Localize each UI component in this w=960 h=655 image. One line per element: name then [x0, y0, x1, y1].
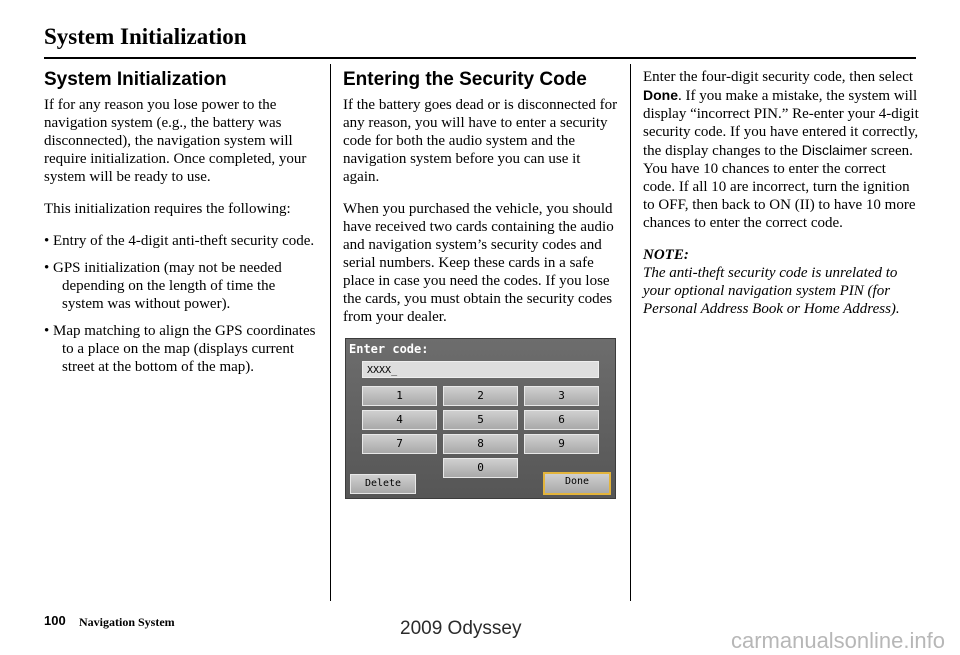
note-body: The anti-theft security code is unrelated to your optional navigation system PIN (for Personal Address Book or Home Address).	[643, 265, 900, 317]
delete-button: Delete	[350, 474, 416, 494]
key-0: 0	[443, 458, 518, 478]
text-run: screen. You have 10 chances to enter the correct code. If all 10 are incorrect, turn the ignition to OFF, then back to ON (II) to have 10 more chances to enter the correct code.	[643, 143, 916, 231]
code-input-field: XXXX_	[362, 361, 599, 378]
text-run: Enter the four-digit security code, then select	[643, 69, 914, 85]
enter-code-screen-image	[345, 338, 616, 499]
key-1: 1	[362, 386, 437, 406]
list-item: • Map matching to align the GPS coordinates to a place on the map (displays current street at the bottom of the map).	[44, 323, 316, 375]
key-6: 6	[524, 410, 599, 430]
key-7: 7	[362, 434, 437, 454]
section-heading-system-initialization: System Initialization	[44, 69, 227, 90]
list-item: • GPS initialization (may not be needed depending on the length of time the system was without power).	[44, 260, 282, 312]
page-number: 100	[44, 613, 66, 628]
column-divider	[330, 64, 331, 601]
key-3: 3	[524, 386, 599, 406]
done-button: Done	[543, 472, 611, 495]
key-4: 4	[362, 410, 437, 430]
column-instructions	[643, 68, 919, 318]
column-system-initialization	[44, 68, 320, 385]
column-security-code	[343, 68, 619, 340]
key-9: 9	[524, 434, 599, 454]
screen-title: Enter code:	[349, 342, 429, 356]
section-heading-security-code: Entering the Security Code	[343, 69, 587, 90]
paragraph: If the battery goes dead or is disconnected for any reason, you will have to enter a security code for both the audio system and the navigation system before you can use it again.	[343, 97, 618, 185]
paragraph: This initialization requires the following:	[44, 201, 291, 217]
paragraph: If for any reason you lose power to the navigation system (e.g., the battery was disconnected), the navigation system will require initialization. Once completed, your system will be ready to use.	[44, 97, 307, 185]
key-8: 8	[443, 434, 518, 454]
page-title: System Initialization	[44, 24, 247, 49]
list-item: • Entry of the 4-digit anti-theft security code.	[44, 233, 315, 249]
column-divider	[630, 64, 631, 601]
watermark: carmanualsonline.info	[730, 628, 945, 653]
key-2: 2	[443, 386, 518, 406]
instruction-paragraph	[643, 68, 919, 232]
paragraph: When you purchased the vehicle, you should have received two cards containing the audio and navigation system’s security codes and serial numbers. Keep these cards in a safe place in case you need the codes. If you lose the cards, you must obtain the security codes from your dealer.	[343, 201, 614, 325]
note-heading: NOTE:	[643, 247, 689, 263]
text-run: . If you make a mistake, the system will display “incorrect PIN.” Re-enter your 4-digit security code. If you have entered it correctly, the display changes to the	[643, 88, 919, 159]
title-rule	[44, 57, 916, 59]
model-label: 2009 Odyssey	[400, 618, 522, 639]
done-term: Done	[643, 87, 678, 103]
footer-label: Navigation System	[79, 615, 175, 629]
requirements-list	[44, 232, 320, 376]
disclaimer-term: Disclaimer	[801, 142, 868, 158]
key-5: 5	[443, 410, 518, 430]
